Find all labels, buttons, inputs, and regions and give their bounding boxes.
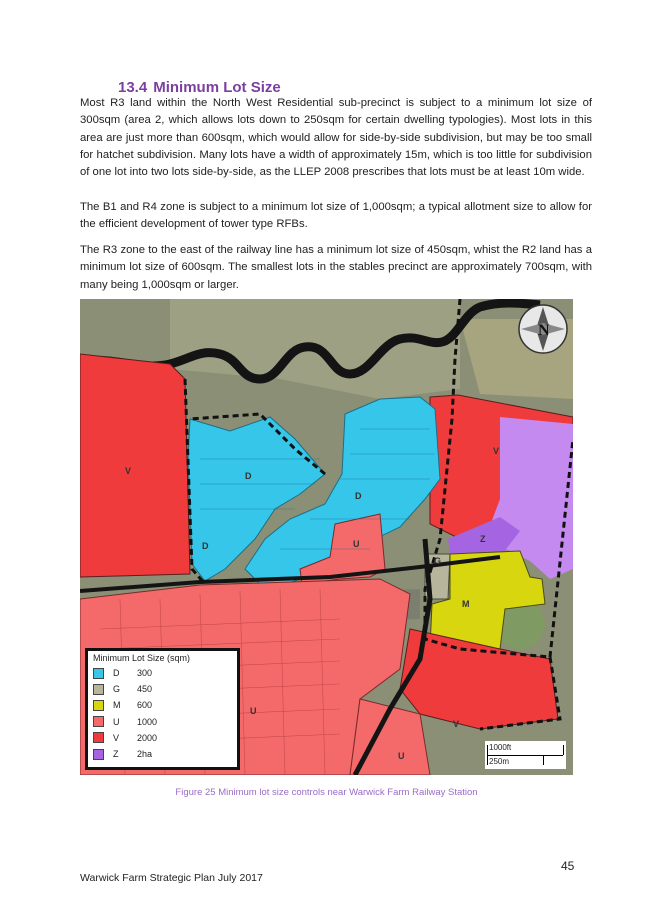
figure-caption: Figure 25 Minimum lot size controls near Warwick Farm Railway Station	[175, 787, 478, 798]
legend-value: 450	[137, 684, 153, 695]
legend-item-m	[93, 697, 232, 713]
legend-item-v	[93, 730, 232, 746]
label-v-west: V	[125, 466, 132, 476]
legend-item-d	[93, 665, 232, 681]
label-v-southeast: V	[453, 719, 460, 729]
north-arrow-icon	[519, 305, 567, 353]
label-u-south: U	[250, 706, 257, 716]
legend-value: 600	[137, 700, 153, 711]
paragraph-1: Most R3 land within the North West Residential sub-precinct is subject to a minimum lot size of 300sqm (area 2, which allows lots down to 250sqm for certain dwelling typologies). Most lots in this area are just more than 600sqm, which would allow for side-by-side subdivision, but may be too small for hatchet subdivision. Many lots have a width of approximately 15m, which is too little for subdivision of one lot into two lots side-by-side, as the LLEP 2008 prescribes that lots must be at least 10m wide.	[80, 97, 592, 179]
legend-swatch-m	[93, 700, 104, 711]
section-number: 13.4	[118, 79, 148, 96]
label-d-east: D	[355, 491, 362, 501]
section-heading	[118, 79, 287, 96]
legend-item-z	[93, 746, 232, 762]
legend-code: U	[113, 716, 120, 727]
legend-code: D	[113, 668, 120, 679]
zone-v-west	[80, 354, 190, 577]
north-label: N	[538, 322, 550, 339]
scale-label-m: 250m	[489, 757, 510, 766]
legend-item-g	[93, 681, 232, 697]
legend-code: V	[113, 732, 120, 743]
label-u-southeast: U	[398, 751, 405, 761]
legend-value: 300	[137, 668, 153, 679]
legend-swatch-d	[93, 668, 104, 679]
legend-swatch-v	[93, 732, 104, 743]
legend-swatch-g	[93, 684, 104, 695]
legend-title: Minimum Lot Size (sqm)	[93, 653, 191, 663]
label-v-northeast: V	[493, 446, 500, 456]
label-m: M	[462, 599, 470, 609]
page-number: 45	[561, 859, 575, 873]
legend-code: M	[113, 700, 121, 711]
legend-code: G	[113, 684, 121, 695]
page-footer: Warwick Farm Strategic Plan July 2017	[80, 872, 263, 884]
legend-code: Z	[113, 749, 119, 760]
label-d-west: D	[245, 471, 252, 481]
legend-item-u	[93, 714, 232, 730]
label-z: Z	[480, 534, 486, 544]
label-g: G	[434, 556, 442, 566]
map-legend	[85, 648, 240, 770]
scale-bar	[485, 741, 566, 769]
paragraph-2: The B1 and R4 zone is subject to a minimum lot size of 1,000sqm; a typical allotment size to allow for the efficient development of tower type RFBs.	[80, 201, 592, 231]
legend-swatch-u	[93, 716, 104, 727]
legend-value: 1000	[137, 716, 158, 727]
legend-value: 2000	[137, 732, 158, 743]
legend-value: 2ha	[137, 749, 153, 760]
section-title: Minimum Lot Size	[153, 79, 281, 96]
scale-label-ft: 1000ft	[489, 743, 512, 752]
paragraph-3: The R3 zone to the east of the railway line has a minimum lot size of 450sqm, whist the R2 land has a minimum lot size of 600sqm. The smallest lots in the stables precinct are approximately 700sqm, with many being 1,000sqm or larger.	[80, 244, 592, 291]
label-u-small: U	[353, 539, 360, 549]
label-d-west-2: D	[202, 541, 209, 551]
legend-swatch-z	[93, 749, 104, 760]
